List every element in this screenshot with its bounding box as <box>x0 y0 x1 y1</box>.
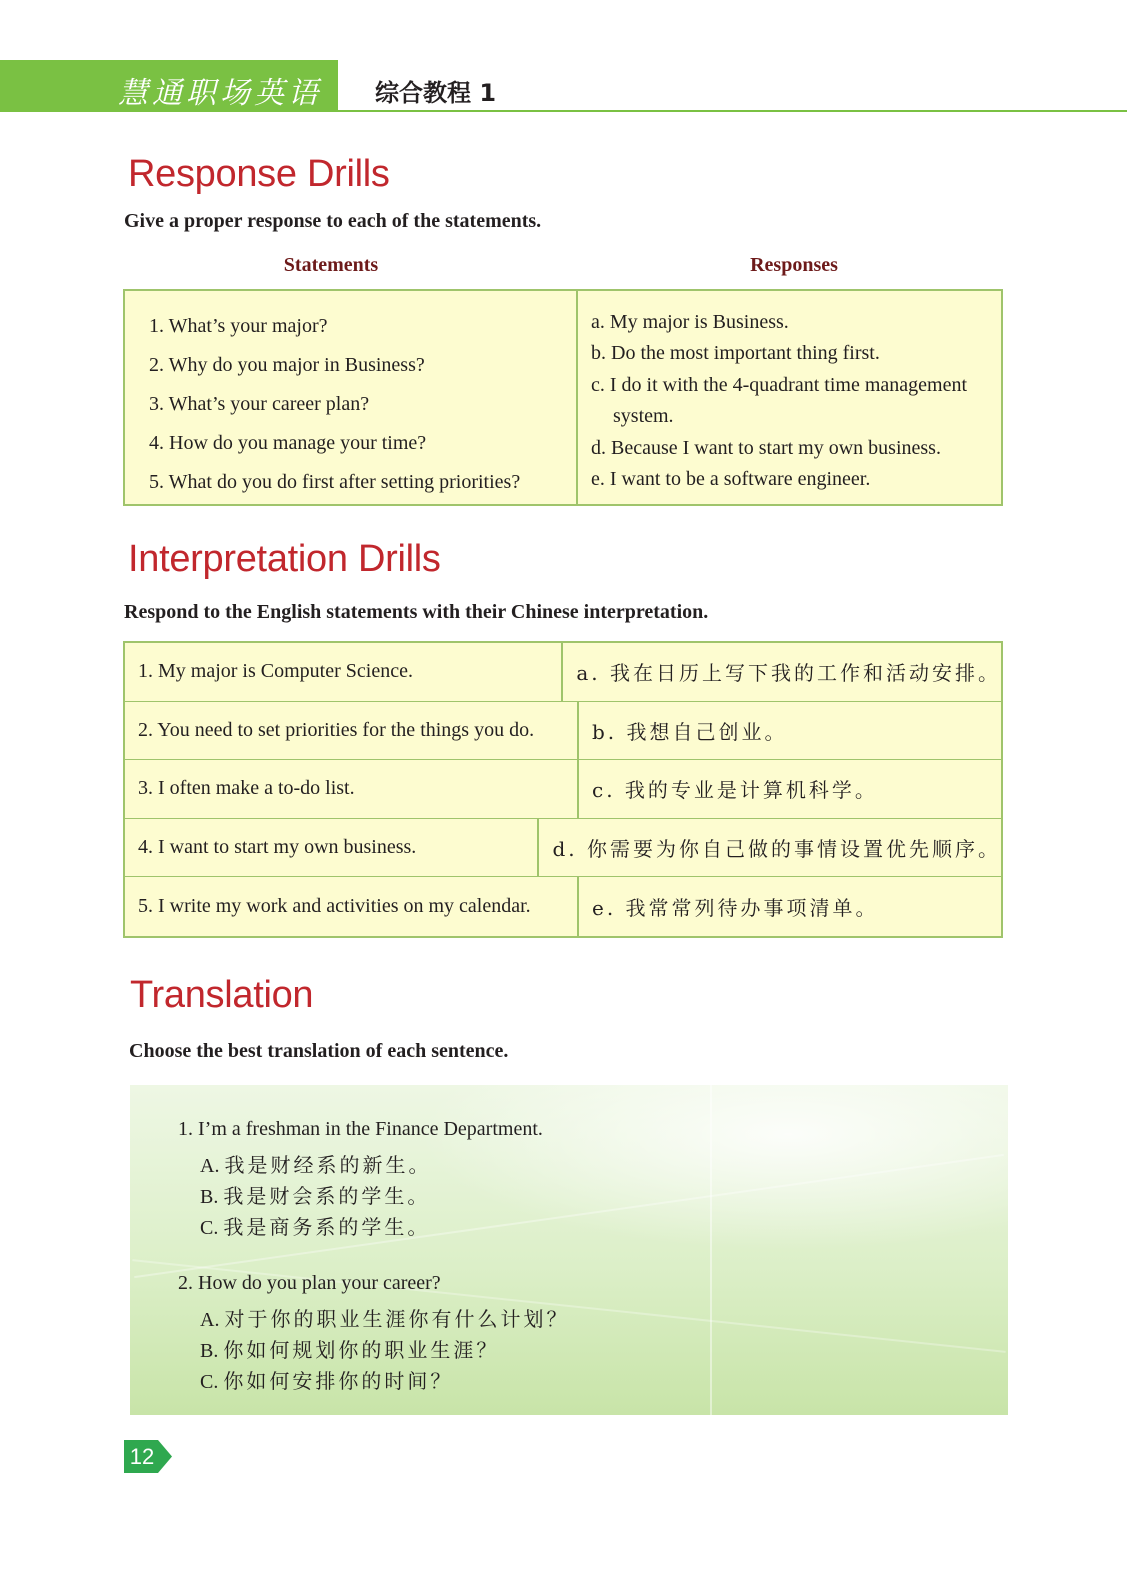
table-row <box>125 877 1001 936</box>
option-text: 我是商务系的学生。 <box>223 1215 431 1239</box>
translation-question: 2. How do you plan your career? <box>178 1272 441 1294</box>
book-title: 综合教程 1 <box>375 79 497 107</box>
interpretation-drills-table <box>123 641 1003 938</box>
option-letter: A. <box>200 1155 220 1177</box>
response-item: d. Because I want to start my own business. <box>591 436 941 459</box>
series-title: 慧通职场英语 <box>118 76 322 111</box>
header-rule <box>338 110 1127 112</box>
translation-title: Translation <box>130 974 314 1016</box>
option-text: 你如何规划你的职业生涯？ <box>223 1338 500 1362</box>
response-item: e. I want to be a software engineer. <box>591 468 871 491</box>
option-text: 我是财会系的学生。 <box>223 1184 431 1208</box>
translation-option <box>200 1303 569 1332</box>
statement-item: 3. What’s your career plan? <box>149 393 370 415</box>
interpretation-drills-instruction: Respond to the English statements with their Chinese interpretation. <box>124 601 709 623</box>
option-letter: C. <box>200 1371 219 1393</box>
response-drills-instruction: Give a proper response to each of the statements. <box>124 210 542 232</box>
statements-cell <box>125 291 578 504</box>
response-drills-title: Response Drills <box>128 153 390 195</box>
translation-option <box>200 1334 499 1363</box>
panel-light-streak <box>710 1085 712 1415</box>
chinese-interpretation: a. 我在日历上写下我的工作和活动安排。 <box>576 661 1001 686</box>
chinese-interpretation: e. 我常常列待办事项清单。 <box>592 896 879 921</box>
translation-instruction: Choose the best translation of each sentence. <box>129 1040 509 1062</box>
response-item: a. My major is Business. <box>591 311 789 333</box>
responses-column-header: Responses <box>750 254 838 276</box>
english-statement: 4. I want to start my own business. <box>125 819 539 877</box>
table-row <box>125 702 1001 761</box>
response-drills-table <box>123 289 1003 506</box>
option-text: 你如何安排你的时间？ <box>223 1369 454 1393</box>
option-letter: B. <box>200 1186 219 1208</box>
response-item: c. I do it with the 4-quadrant time management system. <box>591 373 967 428</box>
statement-item: 4. How do you manage your time? <box>149 432 427 454</box>
statement-item: 1. What’s your major? <box>149 315 328 337</box>
english-statement: 3. I often make a to-do list. <box>125 760 579 818</box>
page-number: 12 <box>129 1444 155 1469</box>
english-statement: 5. I write my work and activities on my calendar. <box>125 877 579 936</box>
option-letter: B. <box>200 1340 219 1362</box>
translation-option <box>200 1211 430 1240</box>
chinese-interpretation: c. 我的专业是计算机科学。 <box>592 778 878 803</box>
english-statement: 1. My major is Computer Science. <box>125 643 563 701</box>
option-letter: C. <box>200 1217 219 1239</box>
statement-item: 2. Why do you major in Business? <box>149 354 425 376</box>
table-row <box>125 760 1001 819</box>
statements-column-header: Statements <box>283 254 379 276</box>
chinese-interpretation: d. 你需要为你自己做的事情设置优先顺序。 <box>552 837 1001 862</box>
translation-question: 1. I’m a freshman in the Finance Department. <box>178 1118 543 1140</box>
translation-option <box>200 1180 430 1209</box>
responses-cell <box>578 291 1001 504</box>
option-text: 我是财经系的新生。 <box>224 1153 432 1177</box>
option-text: 对于你的职业生涯你有什么计划？ <box>224 1307 570 1331</box>
english-statement: 2. You need to set priorities for the things you do. <box>125 702 579 760</box>
table-row <box>125 643 1001 702</box>
statement-item: 5. What do you do first after setting priorities? <box>149 471 521 493</box>
table-row <box>125 819 1001 878</box>
response-item: b. Do the most important thing first. <box>591 342 880 365</box>
interpretation-drills-title: Interpretation Drills <box>128 538 441 580</box>
option-letter: A. <box>200 1309 220 1331</box>
translation-panel <box>130 1085 1008 1415</box>
chinese-interpretation: b. 我想自己创业。 <box>592 719 788 744</box>
translation-option <box>200 1365 453 1394</box>
translation-option <box>200 1149 431 1178</box>
